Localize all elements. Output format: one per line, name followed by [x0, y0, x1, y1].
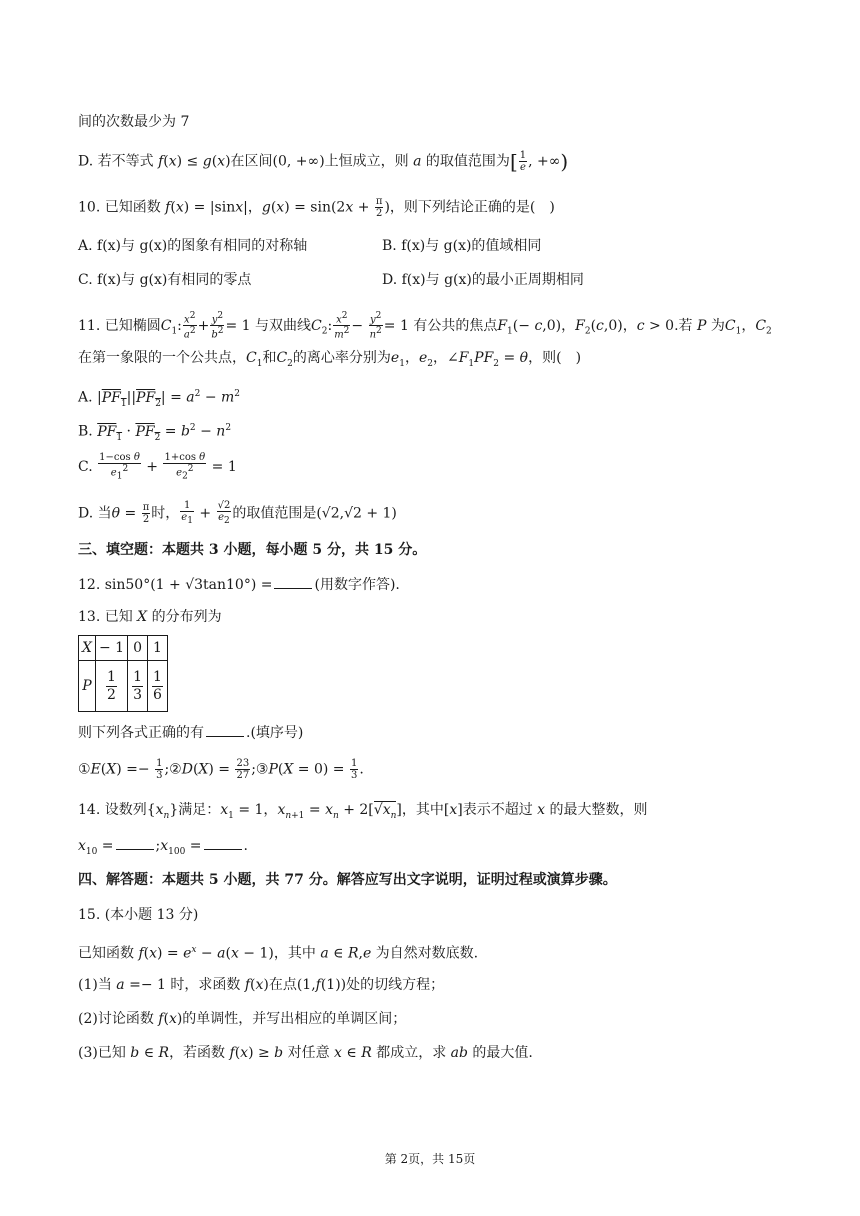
q15-head: 15. (本小题 13 分)	[78, 907, 199, 923]
section-3-heading: 三、填空题：本题共 3 小题，每小题 5 分，共 15 分。	[78, 542, 427, 558]
table-cell: P	[79, 661, 96, 712]
table-row	[79, 636, 168, 661]
q9-tail: 间的次数最少为 7	[78, 114, 190, 130]
table-row	[79, 661, 168, 712]
q13-prompt: 则下列各式正确的有 .(填序号)	[78, 722, 303, 743]
q14-line2: $x_{10}$ = $;x_{100}$ = .	[78, 835, 248, 862]
table-cell: 1	[147, 636, 167, 661]
q11-option-d: D. 当θ = $\frac{\pi}{2}$ 时， $\frac{1}{e_1}$ + $\frac{√2}{e_2}$ 的取值范围是(√2,√2 + 1)	[78, 500, 397, 526]
q15-part2: (2)讨论函数 f(x)的单调性，并写出相应的单调区间；	[78, 1011, 407, 1027]
q14-blank-2[interactable]	[204, 835, 242, 850]
q12: 12. sin50°(1 + √3tan10°) = (用数字作答).	[78, 574, 400, 595]
page-footer: 第 2页，共 15页	[384, 1152, 476, 1166]
q13-stem: 13. 已知 X 的分布列为	[78, 609, 222, 625]
q13-blank[interactable]	[206, 722, 244, 737]
q14-blank-1[interactable]	[116, 835, 154, 850]
q11-stem-line2: 在第一象限的一个公共点，$C_1$和$C_2$的离心率分别为$e_1$，$e_2$，$\angle F_1PF_2 = \theta$，则( )	[78, 350, 582, 369]
table-cell: $\frac{1}{2}$	[95, 661, 127, 712]
q15-stem: 已知函数 $f(x) = e^x - a(x - 1)$，其中 a ∈ R,e 为自然对数底数.	[78, 945, 479, 962]
q11-option-b: B. $PF_1 \cdot PF_2 = b^2 - n^2$	[78, 423, 232, 443]
q12-blank[interactable]	[274, 574, 312, 589]
q10-option-c: C. f(x)与 g(x)有相同的零点	[78, 272, 252, 288]
q15-part3: (3)已知 b ∈ R，若函数 f(x) ≥ b 对任意 x ∈ R 都成立，求 ab 的最大值.	[78, 1045, 533, 1061]
q10-stem: 10. 已知函数 f(x) = |sinx|，g(x) = sin(2x + $\frac{\pi}{2}$ )，则下列结论正确的是( )	[78, 196, 555, 219]
table-cell: $\frac{1}{3}$	[128, 661, 148, 712]
q11-option-c: C. $\frac{\text{1−cos θ}}{e_1^2}$ + $\frac{\text{1+cos θ}}{e_2^2}$ = 1	[78, 452, 237, 482]
table-cell: − 1	[95, 636, 127, 661]
q10-option-a: A. f(x)与 g(x)的图象有相同的对称轴	[78, 238, 308, 254]
q15-part1: (1)当 a =− 1 时，求函数 f(x)在点(1,f(1))处的切线方程；	[78, 977, 445, 993]
section-4-heading: 四、解答题：本题共 5 小题，共 77 分。解答应写出文字说明，证明过程或演算步骤。	[78, 872, 617, 888]
q13-options: ①E(X) =− $\frac{1}{3}$ ;②D(X) = $\frac{23}{27}$ ;③P(X = 0) = $\frac{1}{3}$ .	[78, 758, 364, 781]
q9-option-d: D. 若不等式 f(x) ≤ g(x)在区间(0, +∞)上恒成立，则 a 的取值范围为[ $\frac{1}{e}$ , +∞)	[78, 149, 569, 174]
distribution-table	[78, 635, 168, 712]
q10-option-b: B. f(x)与 g(x)的值域相同	[382, 238, 542, 254]
q10-option-d: D. f(x)与 g(x)的最小正周期相同	[382, 272, 584, 288]
table-cell: 0	[128, 636, 148, 661]
q11-stem-line1: 11. 已知椭圆$C_1$: $\frac{x^2}{a^2}$ + $\frac{y^2}{b^2}$ = 1 与双曲线$C_2$: $\frac{x^2}{m^2}$ − $\frac{y^2}{n^2}$ = 1 有公共的焦点$F_1(- c,0)$，$F_2(c,0)$，c > 0.若 P 为$C_1$，$C_2$	[78, 311, 772, 341]
table-cell: X	[79, 636, 96, 661]
table-cell: $\frac{1}{6}$	[147, 661, 167, 712]
q11-option-a: A. $|PF_1||PF_2| = a^2 - m^2$	[78, 389, 241, 409]
q14-line1: 14. 设数列$\{x_n\}$满足：$x_1 = 1$，$x_{n+1} = x_n + 2[√x_n]$，其中[x]表示不超过 x 的最大整数，则	[78, 802, 648, 821]
